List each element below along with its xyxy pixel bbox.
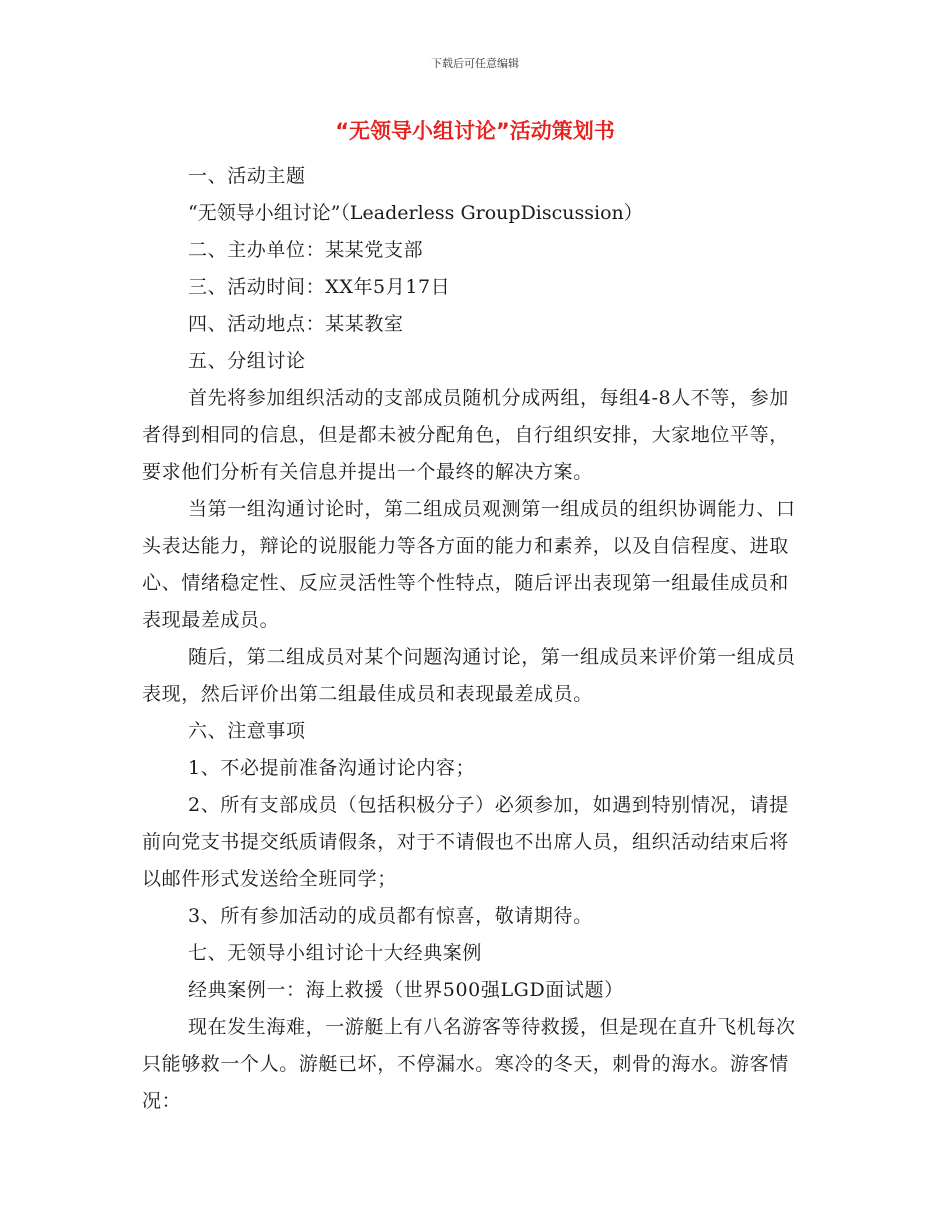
case-one-paragraph: 现在发生海难，一游艇上有八名游客等待救援，但是现在直升飞机每次只能够救一个人。游艇已坏，不停漏水。寒冷的冬天，刺骨的海水。游客情况： [142,1016,796,1112]
grouping-paragraph-2: 当第一组沟通讨论时，第二组成员观测第一组成员的组织协调能力、口头表达能力，辩论的说服能力等各方面的能力和素养，以及自信程度、进取心、情绪稳定性、反应灵活性等个性特点，随后评出表现第一组最佳成员和表现最差成员。 [142,498,796,631]
case-one-heading: 经典案例一：海上救援（世界500强LGD面试题） [188,979,624,1001]
note-item-1: 1、不必提前准备沟通讨论内容； [188,757,476,779]
section-heading-notes: 六、注意事项 [188,720,306,742]
document-title: “无领导小组讨论”活动策划书 [335,119,615,143]
section-heading-theme: 一、活动主题 [188,165,306,187]
section-heading-cases: 七、无领导小组讨论十大经典案例 [188,942,483,964]
section-organizer: 二、主办单位：某某党支部 [188,239,424,261]
document-body [142,158,807,1120]
section-heading-grouping: 五、分组讨论 [188,350,306,372]
note-item-2: 2、所有支部成员（包括积极分子）必须参加，如遇到特别情况，请提前向党支书提交纸质请假条，对于不请假也不出席人员，组织活动结束后将以邮件形式发送给全班同学； [142,794,789,890]
grouping-paragraph-3: 随后，第二组成员对某个问题沟通讨论，第一组成员来评价第一组成员表现，然后评价出第二组最佳成员和表现最差成员。 [142,646,796,705]
page-header-note: 下载后可任意编辑 [431,57,519,70]
section-time: 三、活动时间：XX年5月17日 [188,276,451,298]
theme-text: “无领导小组讨论”（Leaderless GroupDiscussion） [188,202,643,224]
note-item-3: 3、所有参加活动的成员都有惊喜，敬请期待。 [188,905,593,927]
grouping-paragraph-1: 首先将参加组织活动的支部成员随机分成两组，每组4-8人不等，参加者得到相同的信息，但是都未被分配角色，自行组织安排，大家地位平等，要求他们分析有关信息并提出一个最终的解决方案。 [142,387,789,483]
section-location: 四、活动地点：某某教室 [188,313,404,335]
